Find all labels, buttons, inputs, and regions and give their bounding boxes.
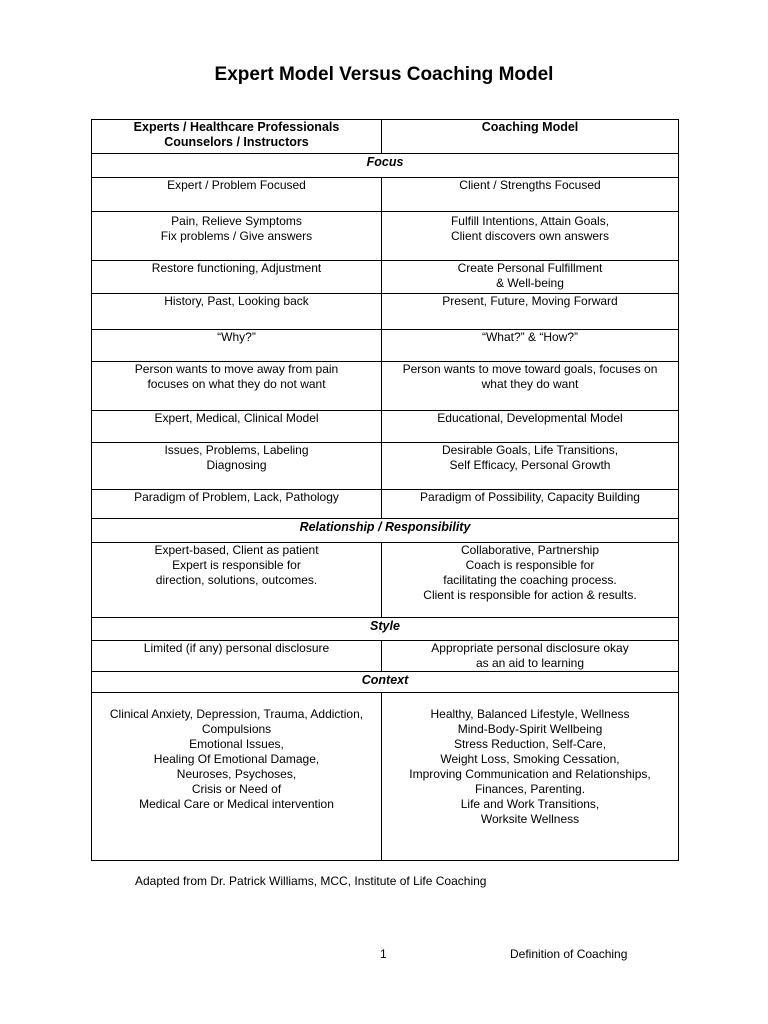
cell-left: Expert / Problem Focused (92, 178, 382, 212)
table-row (92, 490, 679, 519)
footer-running-title: Definition of Coaching (510, 947, 628, 961)
table-row (92, 693, 679, 861)
table-row (92, 443, 679, 490)
cell-left: Clinical Anxiety, Depression, Trauma, Addiction, Compulsions Emotional Issues, Healing Of Emotional Damage, Neuroses, Psychoses, Crisis or Need of Medical Care or Medical intervention (92, 693, 382, 861)
cell-left: Pain, Relieve Symptoms Fix problems / Give answers (92, 212, 382, 261)
cell-right: Fulfill Intentions, Attain Goals, Client discovers own answers (382, 212, 679, 261)
table-row (92, 543, 679, 618)
cell-right: Paradigm of Possibility, Capacity Building (382, 490, 679, 519)
cell-right: Desirable Goals, Life Transitions, Self Efficacy, Personal Growth (382, 443, 679, 490)
table-header-row (92, 120, 679, 154)
cell-left: Paradigm of Problem, Lack, Pathology (92, 490, 382, 519)
header-experts: Experts / Healthcare Professionals Counselors / Instructors (92, 120, 382, 154)
page-number: 1 (380, 947, 387, 961)
table-row (92, 330, 679, 362)
cell-right: “What?” & “How?” (382, 330, 679, 362)
attribution-note: Adapted from Dr. Patrick Williams, MCC, Institute of Life Coaching (135, 874, 487, 888)
table-row (92, 261, 679, 294)
cell-left: Expert, Medical, Clinical Model (92, 411, 382, 443)
cell-right: Person wants to move toward goals, focuses on what they do want (382, 362, 679, 411)
cell-left: Limited (if any) personal disclosure (92, 641, 382, 672)
cell-left: History, Past, Looking back (92, 294, 382, 330)
table-row (92, 641, 679, 672)
section-style: Style (92, 618, 679, 641)
section-relationship: Relationship / Responsibility (92, 519, 679, 543)
section-row (92, 672, 679, 693)
cell-left: Expert-based, Client as patient Expert is responsible for direction, solutions, outcomes. (92, 543, 382, 618)
cell-right: Create Personal Fulfillment & Well-being (382, 261, 679, 294)
table-row (92, 294, 679, 330)
section-context: Context (92, 672, 679, 693)
section-focus: Focus (92, 154, 679, 178)
cell-right: Healthy, Balanced Lifestyle, Wellness Mind-Body-Spirit Wellbeing Stress Reduction, Self-Care, Weight Loss, Smoking Cessation, Improving Communication and Relationships, Finances, Parenting. Life and Work Transitions, Worksite Wellness (382, 693, 679, 861)
table-row (92, 362, 679, 411)
table-row (92, 212, 679, 261)
section-row (92, 519, 679, 543)
document-title: Expert Model Versus Coaching Model (214, 64, 554, 85)
cell-right: Educational, Developmental Model (382, 411, 679, 443)
section-row (92, 618, 679, 641)
cell-right: Appropriate personal disclosure okay as an aid to learning (382, 641, 679, 672)
header-coaching-model: Coaching Model (382, 120, 679, 154)
cell-right: Client / Strengths Focused (382, 178, 679, 212)
cell-right: Present, Future, Moving Forward (382, 294, 679, 330)
cell-left: “Why?” (92, 330, 382, 362)
cell-left: Restore functioning, Adjustment (92, 261, 382, 294)
table-row (92, 178, 679, 212)
cell-right: Collaborative, Partnership Coach is responsible for facilitating the coaching process. Client is responsible for action & results. (382, 543, 679, 618)
comparison-table (91, 119, 679, 861)
cell-left: Issues, Problems, Labeling Diagnosing (92, 443, 382, 490)
cell-left: Person wants to move away from pain focuses on what they do not want (92, 362, 382, 411)
section-row (92, 154, 679, 178)
table-row (92, 411, 679, 443)
